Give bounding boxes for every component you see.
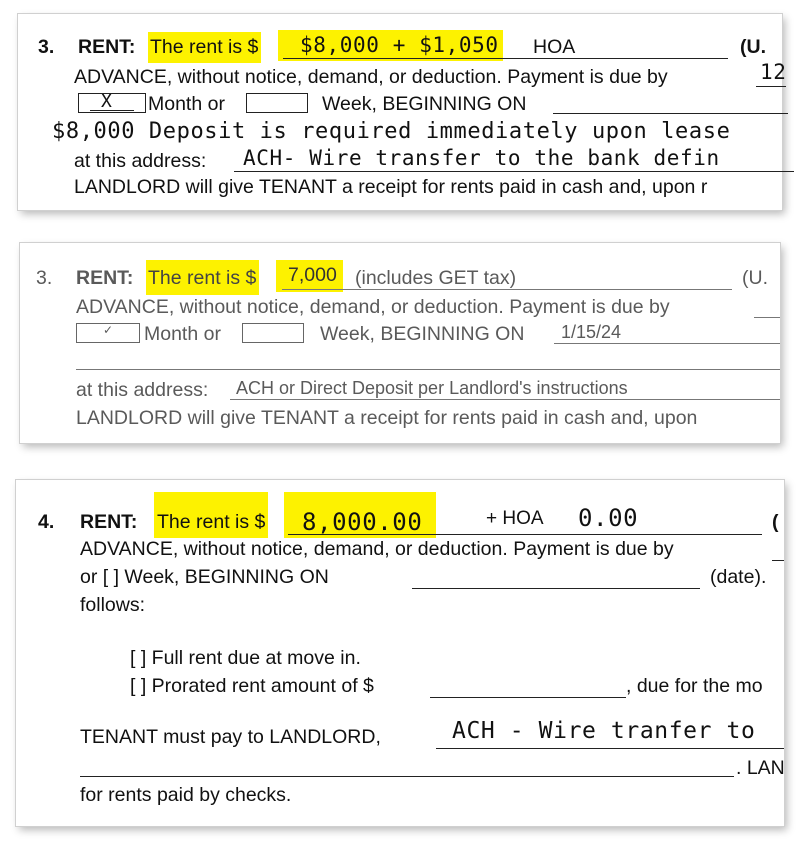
section-number: 4. xyxy=(38,511,55,533)
month-check-underline xyxy=(90,110,134,111)
section-number: 3. xyxy=(38,36,55,58)
prorated-amount-underline xyxy=(430,697,626,698)
rent-underline xyxy=(283,58,728,59)
rent-is-highlight: The rent is $ xyxy=(148,32,261,63)
receipt-text: LANDLORD will give TENANT a receipt for rents paid in cash and, upon xyxy=(76,407,698,429)
tenant-pay-text: TENANT must pay to LANDLORD, xyxy=(80,726,381,748)
rent-label: RENT: xyxy=(78,36,136,58)
address-underline xyxy=(230,399,780,400)
blank-line xyxy=(76,369,780,370)
rent-amount-value: 7,000 xyxy=(276,260,343,292)
begin-date-underline xyxy=(412,588,700,589)
rent-label: RENT: xyxy=(76,267,134,289)
deposit-note: $8,000 Deposit is required immediately upon lease xyxy=(52,119,731,144)
trailing-text: (U. xyxy=(742,267,768,289)
lan-text: . LAN xyxy=(736,757,785,779)
due-underline xyxy=(754,317,780,318)
section-number: 3. xyxy=(36,267,53,289)
week-beginning-text: Week, BEGINNING ON xyxy=(320,323,525,345)
trailing-text: ( xyxy=(772,511,779,533)
due-value: 12 xyxy=(760,60,787,84)
month-or-text: Month or xyxy=(144,323,221,345)
month-check-mark: ✓ xyxy=(103,323,114,337)
address-value: ACH- Wire transfer to the bank defin xyxy=(243,146,720,170)
rent-is-highlight: The rent is $ xyxy=(146,260,259,295)
address-label: at this address: xyxy=(74,150,207,172)
follows-text: follows: xyxy=(80,594,146,616)
hoa-label: HOA xyxy=(533,36,576,58)
month-or-text: Month or xyxy=(148,93,225,115)
week-checkbox xyxy=(242,323,304,343)
advance-text: ADVANCE, without notice, demand, or deduction. Payment is due by xyxy=(80,538,674,560)
address-underline xyxy=(234,171,794,172)
rent-amount-value: $8,000 + $1,050 xyxy=(278,30,503,61)
week-line-text: or [ ] Week, BEGINNING ON xyxy=(80,566,329,588)
begin-date-underline xyxy=(554,343,780,344)
pay-method-value: ACH - Wire tranfer to xyxy=(452,718,756,744)
month-checkbox xyxy=(76,323,140,343)
advance-text: ADVANCE, without notice, demand, or deduction. Payment is due by xyxy=(76,296,670,318)
lease-excerpt-3 xyxy=(16,480,784,826)
trailing-text: (U. xyxy=(740,36,766,58)
plus-hoa-label: + HOA xyxy=(486,508,544,529)
rent-is-highlight: The rent is $ xyxy=(154,492,268,538)
address-value: ACH or Direct Deposit per Landlord's instructions xyxy=(236,378,628,398)
pay-method-underline xyxy=(436,748,784,749)
blank-line xyxy=(80,776,734,777)
advance-text: ADVANCE, without notice, demand, or deduction. Payment is due by xyxy=(74,66,668,88)
lease-excerpt-1 xyxy=(18,14,787,210)
rent-underline xyxy=(288,534,762,535)
begin-date-value: 1/15/24 xyxy=(561,322,622,342)
receipt-text: LANDLORD will give TENANT a receipt for rents paid in cash and, upon r xyxy=(74,176,708,198)
rent-label: RENT: xyxy=(80,511,138,533)
begin-date-underline xyxy=(553,113,788,114)
week-checkbox xyxy=(246,93,308,113)
hoa-amount-value: 0.00 xyxy=(578,504,639,532)
checks-text: for rents paid by checks. xyxy=(80,784,292,806)
due-for-text: , due for the mo xyxy=(626,675,763,697)
full-rent-option: [ ] Full rent due at move in. xyxy=(130,647,361,669)
lease-excerpt-2 xyxy=(20,243,780,443)
includes-tax-text: (includes GET tax) xyxy=(355,267,517,289)
due-underline xyxy=(756,86,786,87)
week-beginning-text: Week, BEGINNING ON xyxy=(322,93,527,115)
rent-amount-value: 8,000.00 xyxy=(284,492,436,538)
address-label: at this address: xyxy=(76,379,209,401)
prorated-option: [ ] Prorated rent amount of $ xyxy=(130,675,374,697)
date-label: (date). xyxy=(710,566,767,588)
month-check-mark: X xyxy=(101,91,113,112)
due-underline xyxy=(772,560,784,561)
rent-underline xyxy=(282,289,732,290)
